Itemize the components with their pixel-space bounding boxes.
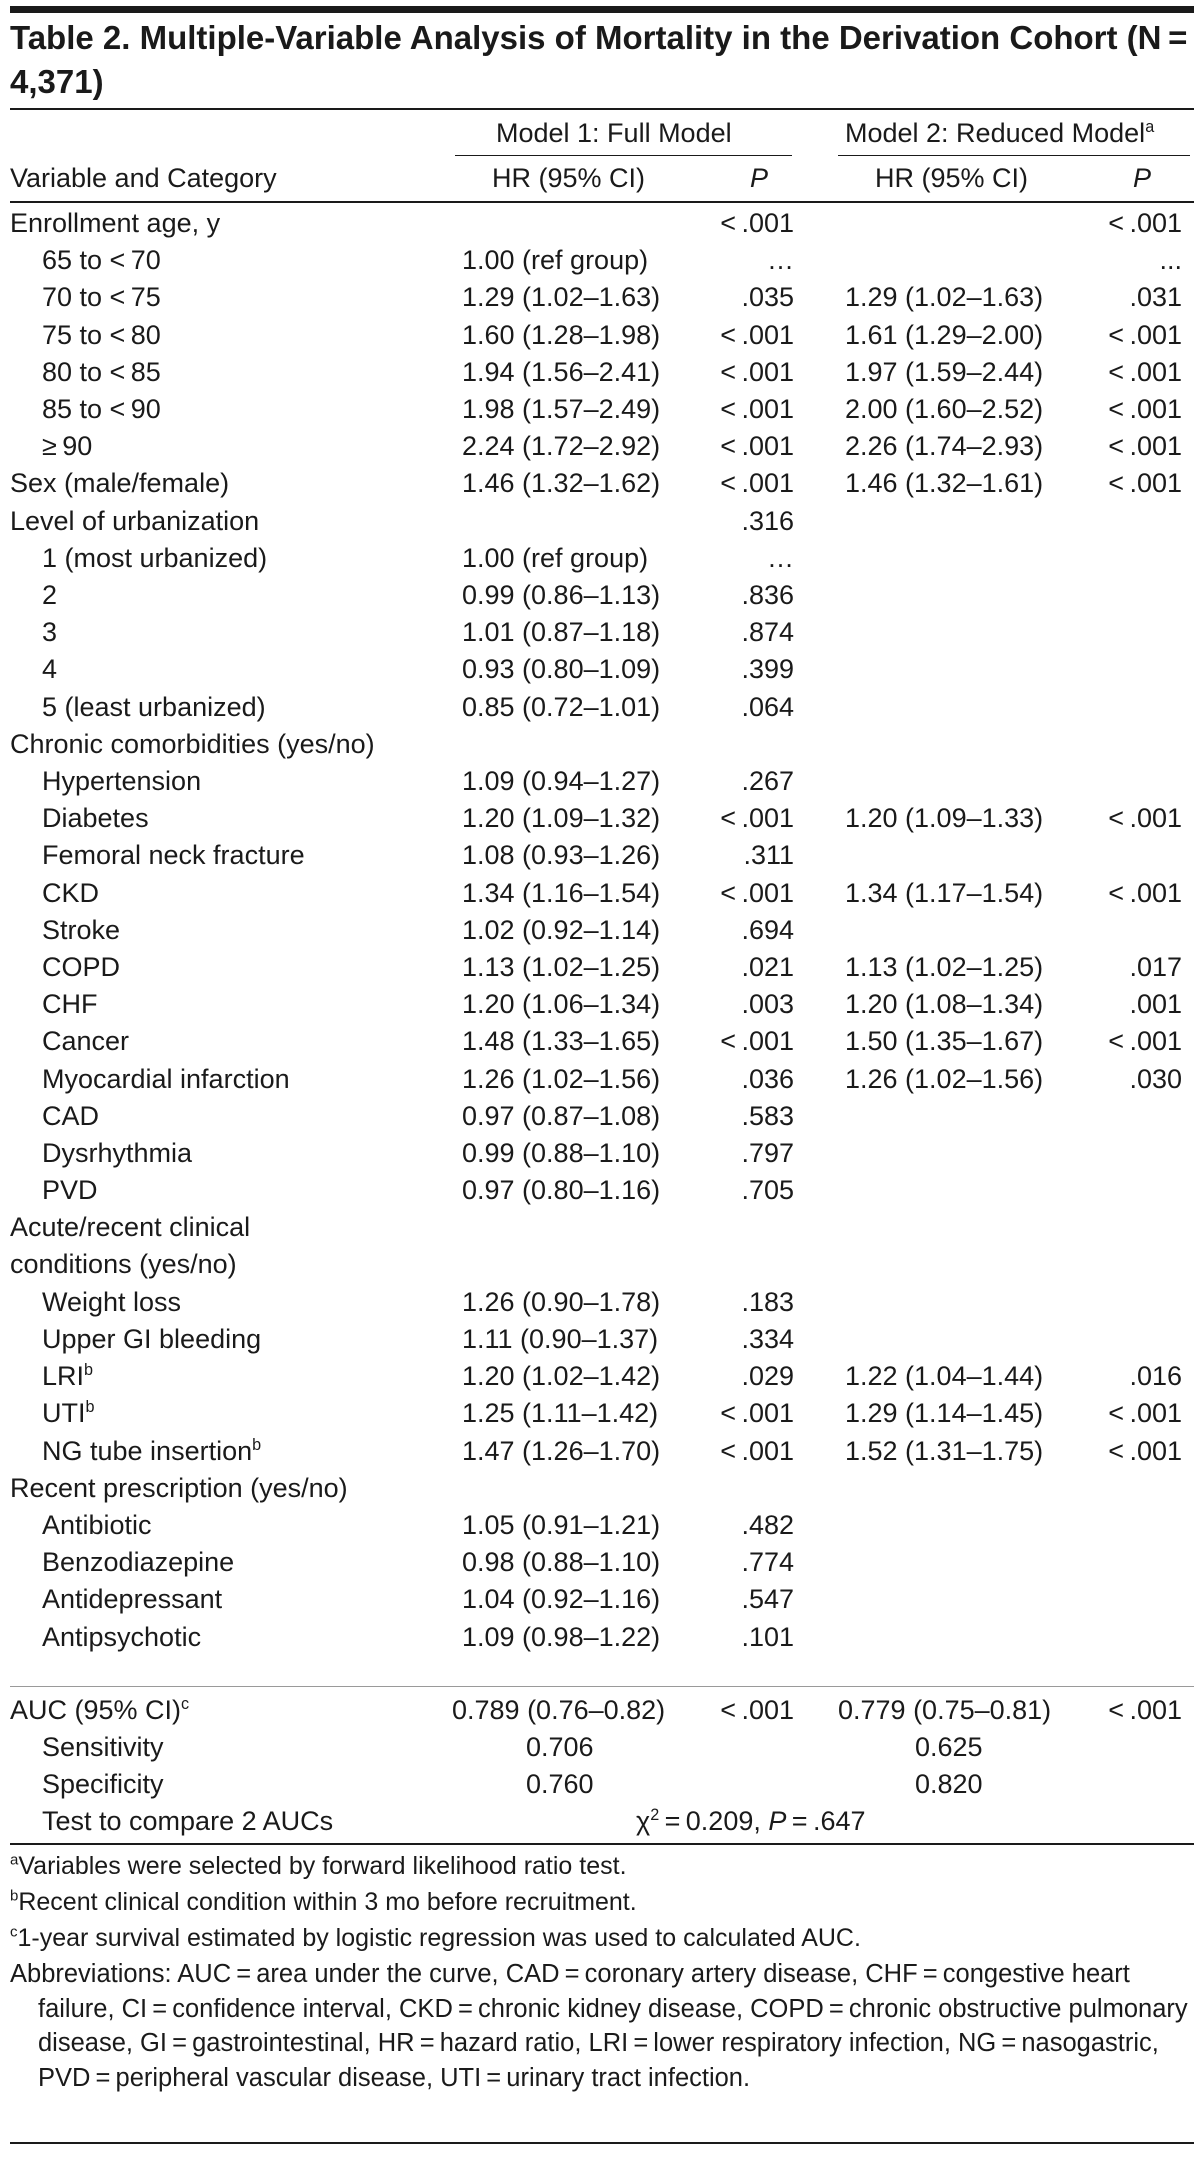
row-hr-model2: 1.22 (1.04–1.44) (845, 1361, 1044, 1392)
row-p-model1: .547 (741, 1584, 794, 1615)
row-hr-model2: 1.97 (1.59–2.44) (845, 356, 1044, 387)
row-p-model1: .399 (741, 654, 794, 685)
row-hr-model1: 1.00 (ref group) (462, 245, 649, 276)
row-label: Chronic comorbidities (yes/no) (10, 728, 375, 759)
row-hr-model1: 1.05 (0.91–1.21) (462, 1510, 661, 1540)
row-label: COPD (42, 952, 121, 982)
row-label: Antipsychotic (42, 1621, 202, 1652)
row-hr-model1: 0.99 (0.86–1.13) (462, 580, 661, 610)
model2-header: Model 2: Reduced Model$^a$ (845, 118, 1155, 148)
row-hr-model1: 1.34 (1.16–1.54) (462, 877, 661, 908)
row-hr-model1: 1.09 (0.94–1.27) (462, 766, 661, 796)
specificity-model2: 0.820 (915, 1769, 983, 1799)
row-hr-model2: 2.00 (1.60–2.52) (845, 394, 1044, 424)
row-label: Sex (male/female) (10, 468, 230, 499)
row-hr-model1: 1.29 (1.02–1.63) (462, 282, 661, 313)
row-p-model1: .316 (741, 505, 794, 536)
row-p-model1: .583 (741, 1100, 794, 1131)
title-bottom-rule (10, 108, 1194, 110)
row-p-model1: .003 (741, 989, 794, 1020)
row-label: Diabetes (42, 803, 149, 834)
row-p-model1: … (767, 542, 794, 573)
row-hr-model1: 1.26 (0.90–1.78) (462, 1286, 661, 1317)
row-hr-model1: 1.20 (1.09–1.32) (462, 803, 661, 834)
row-p-model1: .705 (741, 1175, 794, 1206)
model1-header-rule (455, 155, 792, 156)
row-p-model2: .017 (1129, 952, 1182, 982)
row-p-model2: < .001 (1108, 319, 1182, 350)
row-p-model1: .797 (741, 1138, 794, 1168)
model1-header: Model 1: Full Model (496, 118, 732, 148)
row-hr-model1: 1.98 (1.57–2.49) (462, 394, 661, 424)
row-label: Dysrhythmia (42, 1138, 193, 1168)
row-hr-model1: 0.99 (0.88–1.10) (462, 1138, 661, 1168)
auc-label: AUC (95% CI)$^c$ (10, 1695, 190, 1725)
specificity-label: Specificity (42, 1769, 164, 1799)
sensitivity-label: Sensitivity (42, 1732, 164, 1762)
row-hr-model1: 1.25 (1.11–1.42) (462, 1398, 659, 1429)
row-hr-model1: 1.09 (0.98–1.22) (462, 1621, 661, 1652)
row-hr-model1: 0.85 (0.72–1.01) (462, 691, 661, 722)
row-label: Antibiotic (42, 1510, 152, 1540)
row-label: Upper GI bleeding (42, 1324, 262, 1354)
row-hr-model1: 1.20 (1.06–1.34) (462, 989, 661, 1020)
row-label: CAD (42, 1100, 100, 1131)
footnote-a: $^a$Variables were selected by forward likelihood ratio test. (10, 1851, 627, 1880)
row-hr-model1: 1.13 (1.02–1.25) (462, 952, 661, 982)
row-p-model1: .021 (741, 952, 794, 982)
row-p-model2: .031 (1129, 282, 1182, 313)
row-p-model1: < .001 (720, 1026, 794, 1057)
auc-p2: < .001 (1108, 1695, 1182, 1725)
row-p-model1: .874 (741, 617, 794, 648)
row-label: Hypertension (42, 766, 202, 796)
row-p-model2: < .001 (1108, 1026, 1182, 1057)
row-label: UTI$^b$ (42, 1398, 95, 1429)
row-p-model2: < .001 (1108, 1435, 1182, 1466)
row-hr-model2: 1.50 (1.35–1.67) (845, 1026, 1044, 1057)
row-p-model2: < .001 (1108, 356, 1182, 387)
row-hr-model1: 1.08 (0.93–1.26) (462, 840, 661, 871)
row-hr-model1: 1.00 (ref group) (462, 542, 649, 573)
row-p-model2: < .001 (1108, 1398, 1182, 1429)
row-p-model1: .183 (741, 1286, 794, 1317)
row-p-model1: < .001 (720, 319, 794, 350)
row-label: 80 to < 85 (42, 356, 161, 387)
row-hr-model2: 1.29 (1.14–1.45) (845, 1398, 1044, 1429)
auc-model2: 0.779 (0.75–0.81) (838, 1695, 1052, 1725)
sensitivity-model1: 0.706 (526, 1732, 594, 1762)
row-hr-model1: 1.20 (1.02–1.42) (462, 1361, 661, 1392)
header-bottom-rule (10, 201, 1194, 203)
row-p-model1: .836 (741, 580, 794, 610)
row-hr-model1: 0.98 (0.88–1.10) (462, 1547, 661, 1578)
row-p-model2: < .001 (1108, 877, 1182, 908)
row-label: Acute/recent clinical conditions (yes/no) (10, 1212, 251, 1280)
hr2-header: HR (95% CI) (875, 163, 1029, 193)
row-p-model1: < .001 (720, 431, 794, 462)
row-p-model1: < .001 (720, 208, 794, 238)
sensitivity-model2: 0.625 (915, 1732, 983, 1762)
row-label: CKD (42, 877, 100, 908)
table-bottom-rule (10, 1843, 1194, 1845)
row-p-model2: .016 (1129, 1361, 1182, 1392)
row-label: 75 to < 80 (42, 319, 161, 350)
row-label: LRI$^b$ (42, 1361, 94, 1392)
row-p-model1: < .001 (720, 1398, 794, 1429)
row-hr-model1: 1.02 (0.92–1.14) (462, 914, 661, 945)
row-hr-model1: 1.47 (1.26–1.70) (462, 1435, 661, 1466)
row-label: 65 to < 70 (42, 245, 161, 276)
row-hr-model1: 1.48 (1.33–1.65) (462, 1026, 661, 1057)
footnote-c: $^c$1-year survival estimated by logistic regression was used to calculated AUC. (10, 1923, 861, 1952)
row-label: 5 (least urbanized) (42, 691, 266, 722)
auc-test-label: Test to compare 2 AUCs (42, 1806, 334, 1836)
footnote-b: $^b$Recent clinical condition within 3 mo before recruitment. (10, 1887, 637, 1916)
row-p-model1: .334 (741, 1324, 794, 1354)
row-hr-model2: 1.61 (1.29–2.00) (845, 319, 1044, 350)
row-hr-model1: 1.26 (1.02–1.56) (462, 1063, 661, 1094)
row-hr-model2: 1.46 (1.32–1.61) (845, 468, 1044, 499)
row-label: Myocardial infarction (42, 1063, 290, 1094)
row-p-model1: < .001 (720, 356, 794, 387)
row-p-model1: < .001 (720, 803, 794, 834)
footer-bottom-rule (10, 2142, 1194, 2144)
row-label: 85 to < 90 (42, 394, 161, 424)
row-label: Benzodiazepine (42, 1547, 235, 1578)
row-hr-model1: 0.97 (0.80–1.16) (462, 1175, 661, 1206)
row-p-model1: .035 (741, 282, 794, 313)
p2-header: P (1133, 163, 1152, 193)
row-p-model1: … (767, 245, 794, 276)
row-p-model1: < .001 (720, 468, 794, 499)
row-label: Antidepressant (42, 1584, 223, 1615)
row-hr-model1: 0.97 (0.87–1.08) (462, 1100, 661, 1131)
row-hr-model2: 1.13 (1.02–1.25) (845, 952, 1044, 982)
row-p-model2: .001 (1129, 989, 1182, 1020)
row-label: NG tube insertion$^b$ (42, 1435, 262, 1466)
table-title: Table 2. Multiple-Variable Analysis of Mortality in the Derivation Cohort (N = 4,371) (10, 19, 1194, 100)
row-label: 70 to < 75 (42, 282, 161, 313)
row-p-model2: ... (1159, 245, 1182, 276)
row-hr-model2: 1.52 (1.31–1.75) (845, 1435, 1044, 1466)
row-label: 3 (42, 617, 58, 648)
row-label: Recent prescription (yes/no) (10, 1472, 348, 1503)
row-label: 1 (most urbanized) (42, 542, 268, 573)
row-label: 4 (42, 654, 58, 685)
row-hr-model1: 0.93 (0.80–1.09) (462, 654, 661, 685)
row-p-model1: .036 (741, 1063, 794, 1094)
row-hr-model1: 1.11 (0.90–1.37) (462, 1324, 659, 1354)
row-label: Weight loss (42, 1286, 182, 1317)
auc-test-value: $\chi^2 = 0.209$, P = .647 (636, 1806, 866, 1836)
row-hr-model2: 2.26 (1.74–2.93) (845, 431, 1044, 462)
row-label: Stroke (42, 914, 121, 945)
row-hr-model1: 1.01 (0.87–1.18) (462, 617, 661, 648)
row-label: CHF (42, 989, 98, 1020)
specificity-model1: 0.760 (526, 1769, 594, 1799)
row-hr-model1: 1.46 (1.32–1.62) (462, 468, 661, 499)
row-hr-model2: 1.20 (1.08–1.34) (845, 989, 1044, 1020)
row-hr-model1: 1.04 (0.92–1.16) (462, 1584, 661, 1615)
auc-p1: < .001 (720, 1695, 794, 1725)
row-hr-model1: 2.24 (1.72–2.92) (462, 431, 661, 462)
row-p-model1: .267 (741, 766, 794, 796)
auc-model1: 0.789 (0.76–0.82) (452, 1695, 666, 1725)
row-hr-model1: 1.60 (1.28–1.98) (462, 319, 661, 350)
row-p-model1: .101 (741, 1621, 794, 1652)
row-label: Level of urbanization (10, 505, 260, 536)
row-label: Cancer (42, 1026, 130, 1057)
row-p-model2: < .001 (1108, 208, 1182, 238)
row-p-model2: < .001 (1108, 803, 1182, 834)
row-label: Enrollment age, y (10, 208, 221, 238)
row-label: 2 (42, 580, 58, 610)
row-p-model1: .064 (741, 691, 794, 722)
auc-section-rule (10, 1686, 1194, 1687)
abbreviations-note: Abbreviations: AUC = area under the curve, CAD = coronary artery disease, CHF = congestive heart failure, CI = confidence interval, CKD = chronic kidney disease, COPD = chronic obstructive pulmonary disease, GI = gastrointestinal, HR = hazard ratio, LRI = lower respiratory infection, NG = nasogastric, PVD = peripheral vascular disease, UTI = urinary tract infection. (10, 1960, 1188, 2092)
row-p-model1: .774 (741, 1547, 794, 1578)
row-hr-model2: 1.34 (1.17–1.54) (845, 877, 1044, 908)
hr1-header: HR (95% CI) (492, 163, 646, 193)
row-p-model1: < .001 (720, 877, 794, 908)
row-hr-model2: 1.20 (1.09–1.33) (845, 803, 1044, 834)
row-hr-model2: 1.26 (1.02–1.56) (845, 1063, 1044, 1094)
row-p-model1: .694 (741, 914, 794, 945)
row-p-model1: < .001 (720, 1435, 794, 1466)
row-p-model1: .482 (741, 1510, 794, 1540)
variable-header: Variable and Category (10, 163, 277, 193)
row-p-model2: .030 (1129, 1063, 1182, 1094)
p1-header: P (750, 163, 769, 193)
model2-header-rule (838, 155, 1190, 156)
row-p-model2: < .001 (1108, 394, 1182, 424)
row-p-model1: < .001 (720, 394, 794, 424)
top-thick-rule (10, 6, 1194, 13)
row-p-model2: < .001 (1108, 431, 1182, 462)
row-hr-model2: 1.29 (1.02–1.63) (845, 282, 1044, 313)
row-p-model1: .311 (743, 840, 794, 871)
row-label: ≥ 90 (42, 431, 93, 462)
row-label: Femoral neck fracture (42, 840, 305, 871)
row-hr-model1: 1.94 (1.56–2.41) (462, 356, 661, 387)
row-p-model2: < .001 (1108, 468, 1182, 499)
row-p-model1: .029 (741, 1361, 794, 1392)
row-label: PVD (42, 1175, 98, 1206)
